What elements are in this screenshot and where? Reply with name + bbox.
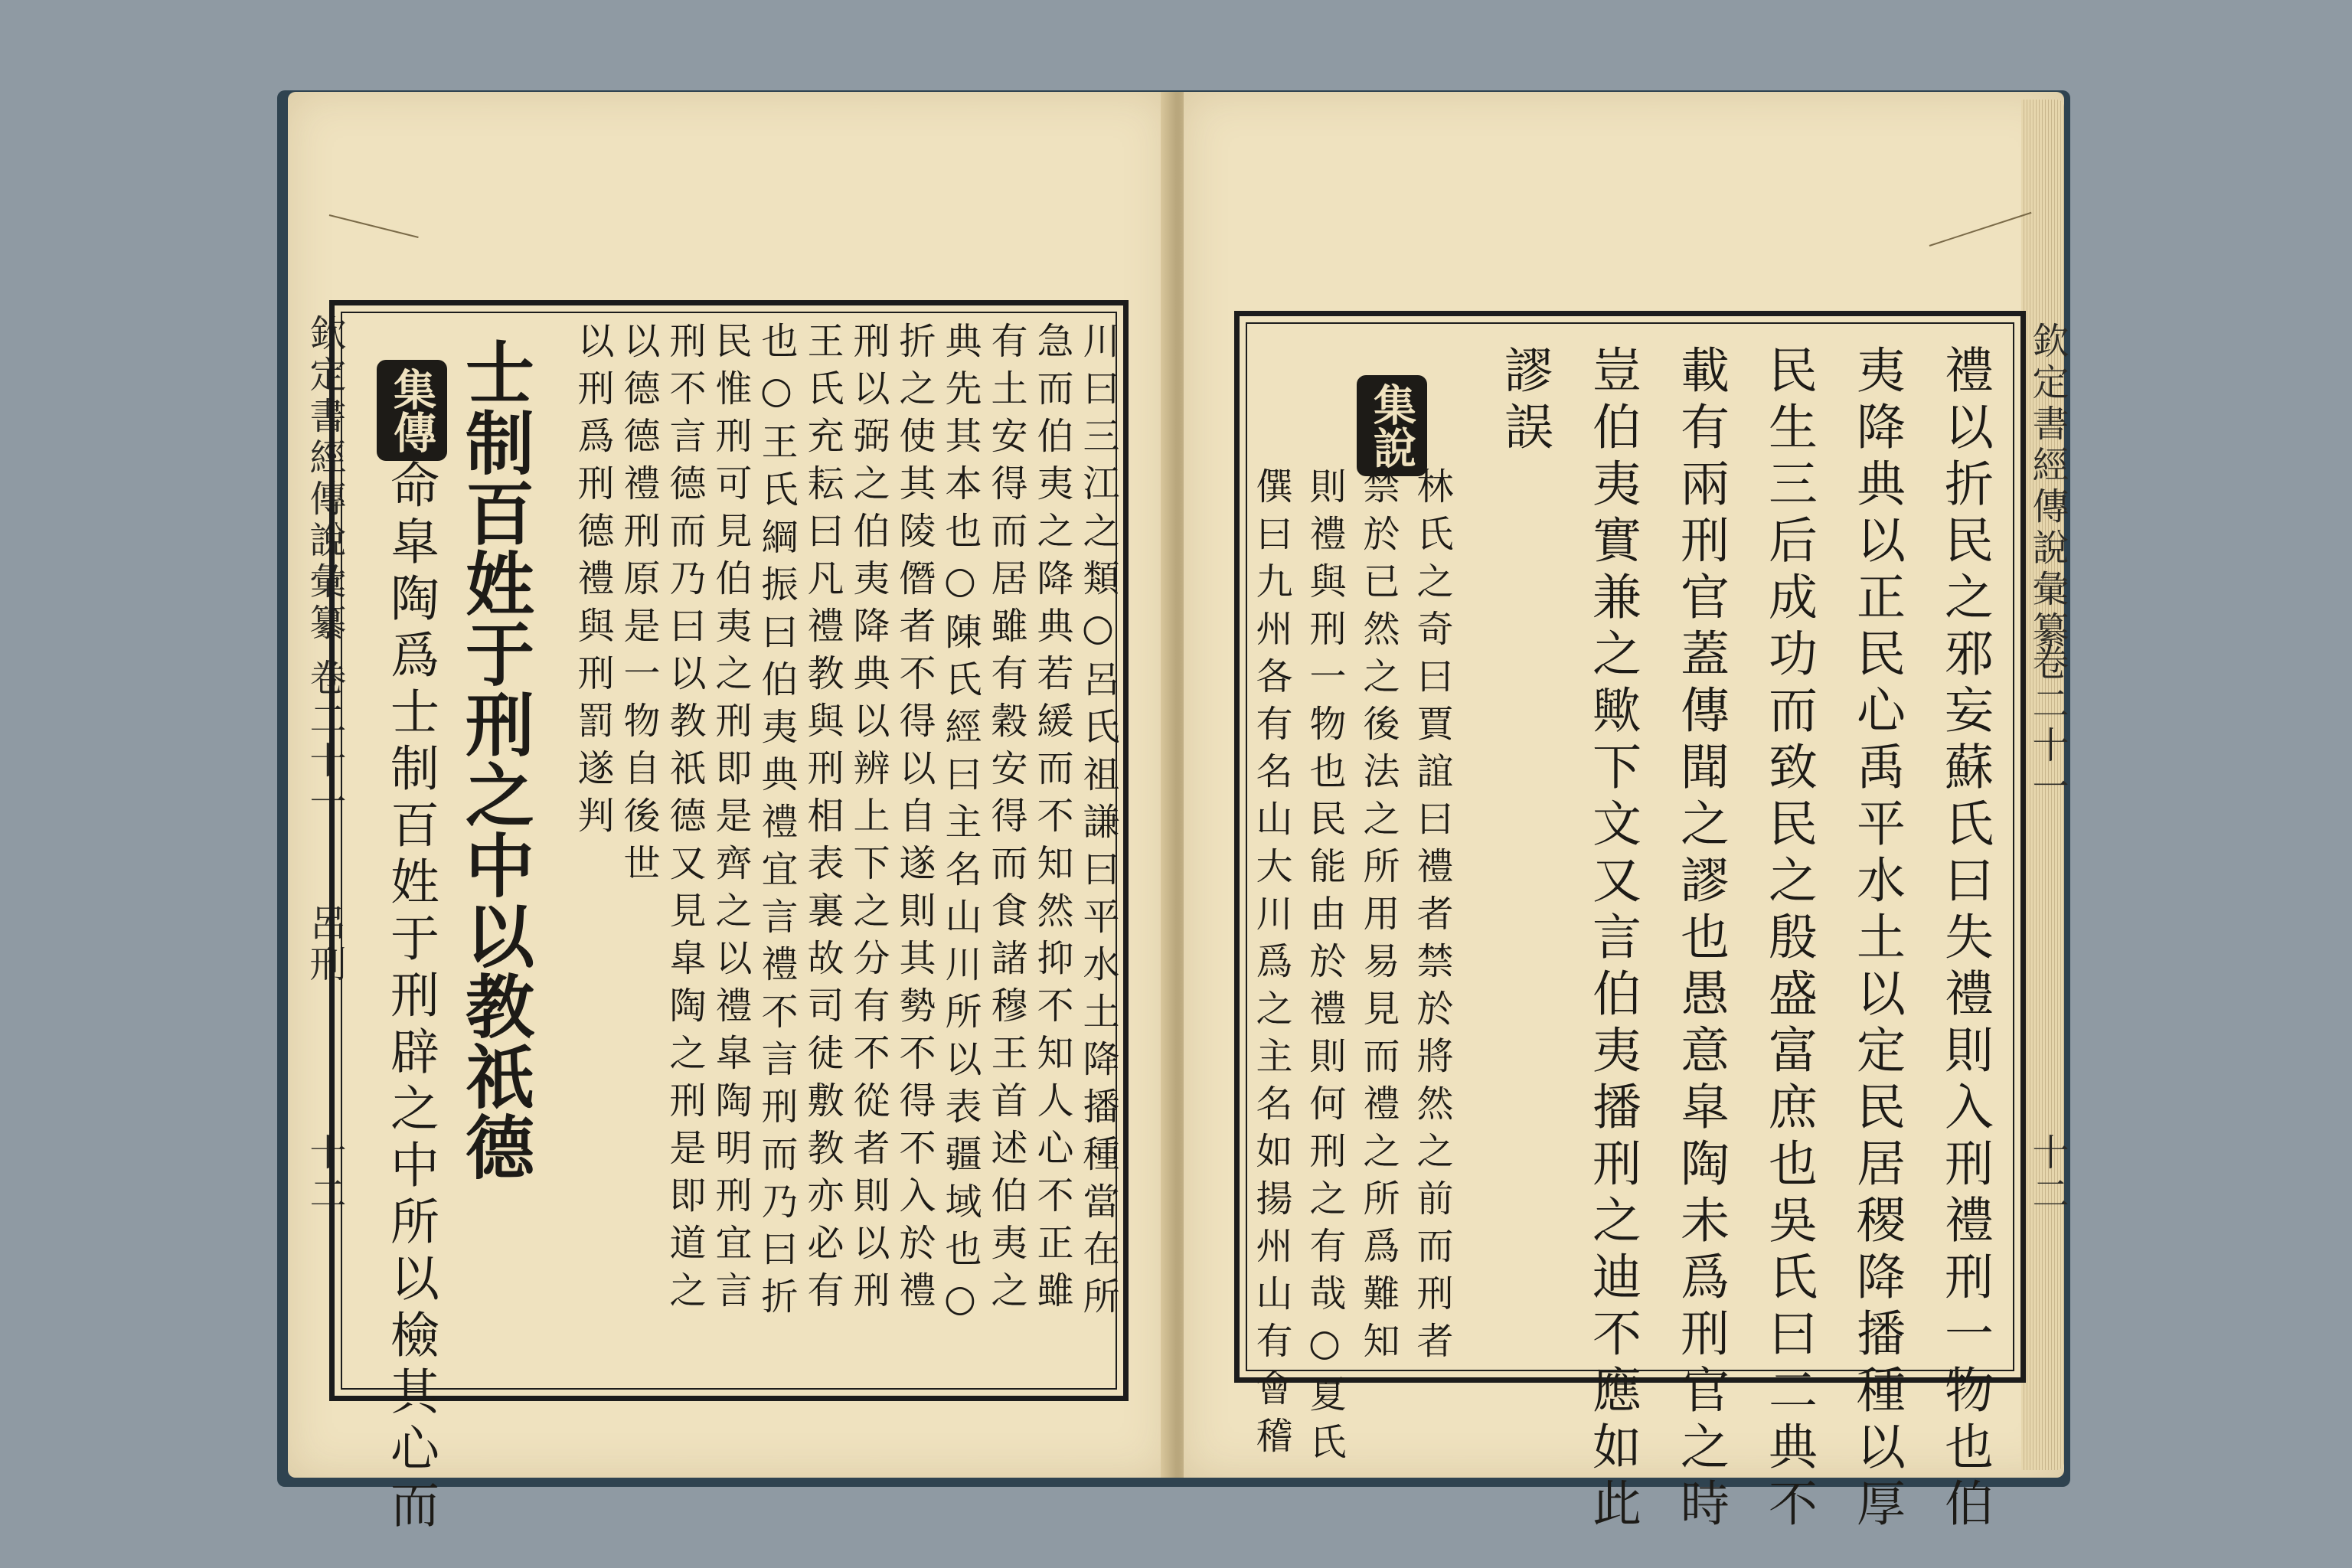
left-margin-page: 十二 (303, 1133, 346, 1216)
left-margin-volume: 卷二十一 (303, 658, 346, 824)
note-column: 以刑爲刑德禮與刑罰遂判 (571, 322, 614, 844)
note-column: 急而伯夷之降典若緩而不知然抑不知人心不正雖 (1031, 322, 1073, 1318)
right-margin-volume: 卷二十一 (2026, 643, 2069, 808)
main-text-column: 夷降典以正民心禹平水土以定民居稷降播種以厚 (1848, 345, 1905, 1534)
main-text-column: 民生三后成功而致民之殷盛富庶也吳氏曰二典不 (1760, 345, 1817, 1534)
note-column: 僎曰九州各有名山大川爲之主名如揚州山有會稽 (1250, 467, 1292, 1464)
right-margin-page: 十二 (2026, 1133, 2069, 1216)
note-column: 王氏充耘曰凡禮教與刑相表裏故司徒敷教亦必有 (801, 322, 844, 1318)
note-column: 折之使其陵僭者不得以自遂則其勢不得不入於禮 (893, 322, 936, 1318)
note-column: 也○王氏綱振曰伯夷典禮宜言禮不言刑而乃曰折 (755, 322, 798, 1325)
note-column: 刑不言德而乃曰以教祇德又見皐陶之刑是即道之 (663, 322, 706, 1318)
note-column: 民惟刑可見伯夷之刑即是齊之以禮皐陶明刑宜言 (709, 322, 752, 1318)
note-column: 則禮與刑一物也民能由於禮則何刑之有哉○夏氏 (1303, 467, 1346, 1470)
note-column: 川曰三江之類○呂氏祖謙曰平水土降播種當在所 (1076, 322, 1119, 1325)
note-column: 典先其本也○陳氏經曰主名山川所以表疆域也○ (939, 322, 982, 1331)
note-column: 以德德禮刑原是一物自後世 (617, 322, 660, 891)
note-column: 有土安得而居雖有穀安得而食諸穆王首述伯夷之 (985, 322, 1027, 1318)
right-margin-header: 欽定書經傳說彙纂 (2026, 322, 2069, 652)
main-text-column: 禮以折民之邪妄蘇氏曰失禮則入刑禮刑一物也伯 (1936, 345, 1993, 1534)
main-text-column: 謬誤 (1496, 345, 1553, 458)
main-text-column: 載有兩刑官蓋傳聞之謬也愚意皐陶未爲刑官之時 (1672, 345, 1729, 1534)
main-heading: 士制百姓于刑之中以教祇德 (453, 337, 534, 1182)
commentary-column: 命皐陶爲士制百姓于刑辟之中所以檢其心而 (382, 459, 439, 1536)
note-column: 刑以弼之伯夷降典以辨上下之分有不從者則以刑 (847, 322, 890, 1318)
collected-commentary-badge: 集說 (1357, 375, 1427, 476)
main-text-column: 豈伯夷實兼之歟下文又言伯夷播刑之迪不應如此 (1584, 345, 1641, 1534)
note-column: 禁於已然之後法之所用易見而禮之所爲難知 (1357, 467, 1400, 1369)
left-margin-header: 欽定書經傳說彙纂 (303, 314, 346, 645)
note-column: 林氏之奇曰賈誼曰禮者禁於將然之前而刑者 (1410, 467, 1453, 1369)
commentary-badge: 集傳 (377, 360, 447, 461)
left-margin-chapter: 呂刑 (303, 903, 346, 986)
